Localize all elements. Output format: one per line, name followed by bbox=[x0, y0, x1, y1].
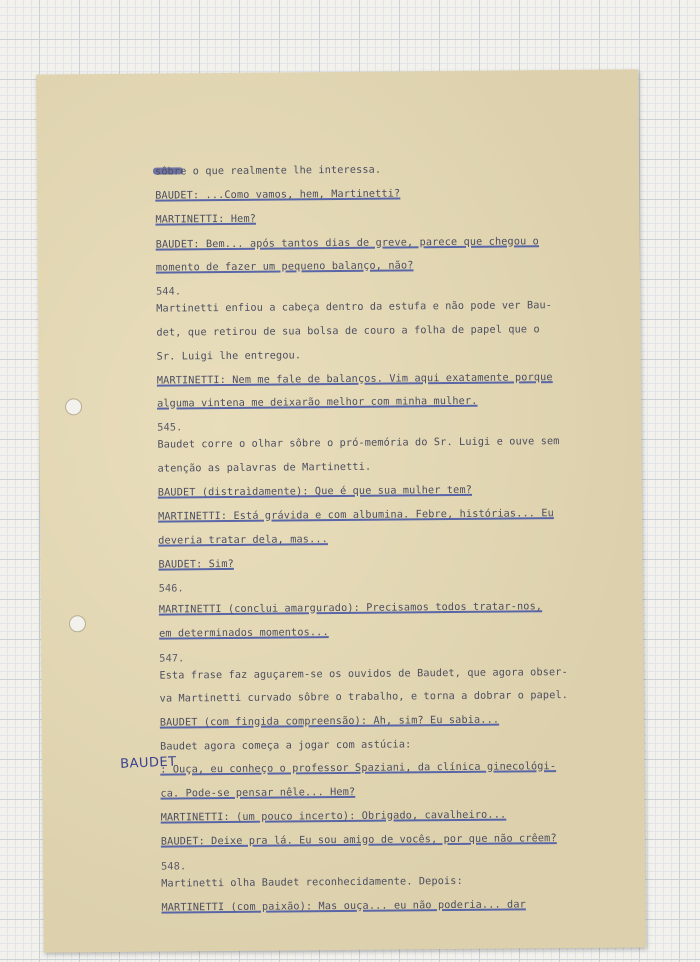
typed-line: Baudet corre o olhar sôbre o pró-memória do Sr. Luigi e ouve sem bbox=[157, 436, 560, 451]
typed-line: BAUDET: ...Como vamos, hem, Martinetti? bbox=[155, 188, 401, 202]
typed-line: ca. Pode-se pensar nêle... Hem? bbox=[160, 786, 356, 800]
paragraph-number: 547. bbox=[159, 653, 185, 665]
typed-line: Martinetti enfiou a cabeça dentro da estufa e não pode ver Bau- bbox=[156, 300, 553, 315]
typed-line: Sr. Luigi lhe entregou. bbox=[156, 350, 302, 363]
typed-line: MARTINETTI: (um pouco incerto): Obrigado, cavalheiro... bbox=[160, 809, 507, 824]
paragraph-number: 544. bbox=[156, 286, 182, 298]
typed-line: va Martinetti curvado sôbre o trabalho, e torna a dobrar o papel. bbox=[159, 690, 569, 705]
paragraph-number: 546. bbox=[158, 583, 184, 595]
typed-line: : Ouça, eu conheço o professor Spaziani, da clínica ginecológi- bbox=[160, 761, 557, 776]
typed-line: alguma vintena me deixarão melhor com minha mulher. bbox=[157, 395, 478, 410]
typed-line: BAUDET (distraìdamente): Que é que sua mulher tem? bbox=[157, 484, 473, 499]
typed-text-body bbox=[36, 69, 638, 914]
typed-line: MARTINETTI (com paixão): Mas ouça... eu não poderia... dar bbox=[161, 899, 526, 914]
typed-line: MARTINETTI: Hem? bbox=[155, 213, 257, 226]
typed-line: det, que retirou de sua bolsa de couro a folha de papel que o bbox=[156, 324, 540, 339]
typed-line: em determinados momentos... bbox=[159, 627, 329, 640]
typescript-page bbox=[36, 69, 646, 952]
punch-hole bbox=[65, 398, 82, 415]
paragraph-number: 548. bbox=[161, 861, 187, 873]
punch-hole bbox=[69, 615, 86, 632]
typed-line: momento de fazer um pequeno balanço, não? bbox=[155, 260, 414, 274]
typed-line: deveria tratar dela, mas... bbox=[158, 534, 328, 547]
typed-line: BAUDET: Bem... após tantos dias de greve, parece que chegou o bbox=[155, 236, 540, 251]
typed-line: MARTINETTI: Está grávida e com albumina. Febre, histórias... Eu bbox=[157, 508, 554, 523]
typed-line: BAUDET: Sim? bbox=[158, 558, 234, 571]
typed-line: Baudet agora começa a jogar com astúcia: bbox=[160, 739, 412, 753]
typed-line: Esta frase faz aguçarem-se os ouvidos de Baudet, que agora obser- bbox=[159, 667, 568, 682]
paragraph-number: 545. bbox=[157, 422, 183, 434]
typed-line: MARTINETTI (conclui amargurado): Precisamos todos tratar-nos, bbox=[158, 601, 543, 616]
typed-line: BAUDET (com fingida compreensão): Ah, sim? Eu sabia... bbox=[159, 714, 500, 729]
typed-line: atenção as palavras de Martinetti. bbox=[157, 461, 372, 475]
typed-line: Martinetti olha Baudet reconhecidamente. Depois: bbox=[161, 875, 463, 890]
typed-line: sôbre o que realmente lhe interessa. bbox=[154, 164, 382, 178]
typed-line: BAUDET: Deixe pra lá. Eu sou amigo de vocês, por que não crêem? bbox=[160, 833, 557, 848]
typed-line: MARTINETTI: Nem me fale de balanços. Vim aqui exatamente porque bbox=[156, 372, 553, 387]
handwritten-speaker-name: BAUDET bbox=[119, 754, 177, 772]
